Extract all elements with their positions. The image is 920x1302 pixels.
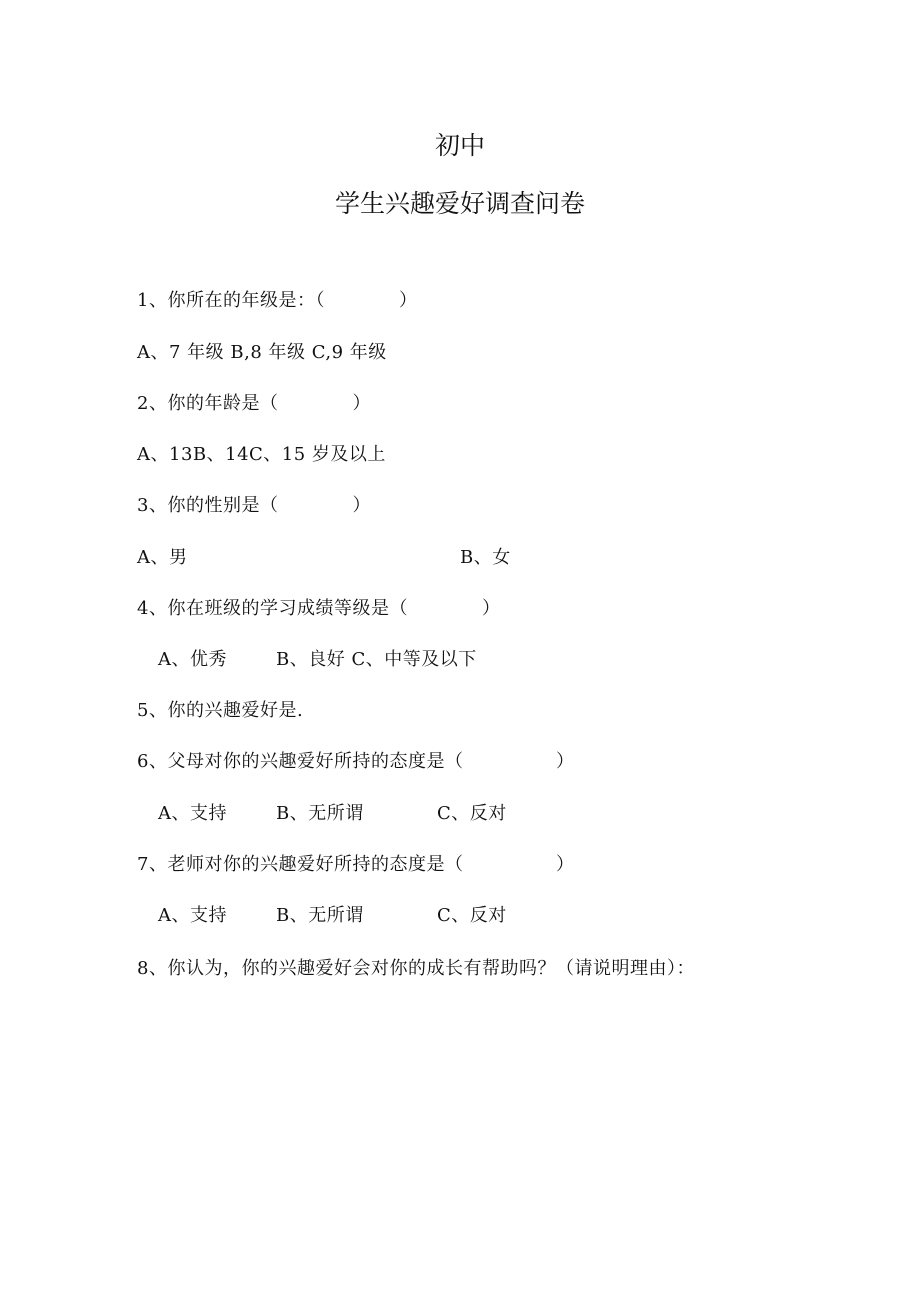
question-3: 3、你的性别是（ ） bbox=[137, 495, 371, 516]
question-5: 5、你的兴趣爱好是. bbox=[137, 700, 304, 721]
document-title-level: 初中 bbox=[434, 131, 485, 160]
option-excellent: A、优秀 bbox=[158, 649, 227, 670]
option-oppose: C、反对 bbox=[437, 803, 507, 824]
question-2-options: A、13B、14C、15 岁及以上 bbox=[137, 444, 386, 465]
question-7-options bbox=[158, 904, 578, 928]
option-indifferent: B、无所谓 bbox=[276, 905, 364, 926]
question-4: 4、你在班级的学习成绩等级是（ ） bbox=[137, 598, 501, 619]
question-3-options bbox=[137, 546, 657, 570]
option-female: B、女 bbox=[460, 547, 511, 568]
option-support: A、支持 bbox=[158, 803, 227, 824]
option-male: A、男 bbox=[137, 547, 188, 568]
question-6-options bbox=[158, 802, 578, 826]
question-8: 8、你认为，你的兴趣爱好会对你的成长有帮助吗？（请说明理由）： bbox=[137, 958, 695, 979]
question-6: 6、父母对你的兴趣爱好所持的态度是（ ） bbox=[137, 751, 575, 772]
option-indifferent: B、无所谓 bbox=[276, 803, 364, 824]
question-7: 7、老师对你的兴趣爱好所持的态度是（ ） bbox=[137, 854, 575, 875]
question-1-options: A、7 年级 B,8 年级 C,9 年级 bbox=[137, 342, 387, 363]
document-title-survey: 学生兴趣爱好调查问卷 bbox=[334, 189, 585, 218]
option-good-average: B、良好 C、中等及以下 bbox=[276, 649, 477, 670]
question-4-options bbox=[158, 648, 578, 672]
option-support: A、支持 bbox=[158, 905, 227, 926]
question-1: 1、你所在的年级是：（ ） bbox=[137, 290, 418, 311]
option-oppose: C、反对 bbox=[437, 905, 507, 926]
question-2: 2、你的年龄是（ ） bbox=[137, 393, 371, 414]
